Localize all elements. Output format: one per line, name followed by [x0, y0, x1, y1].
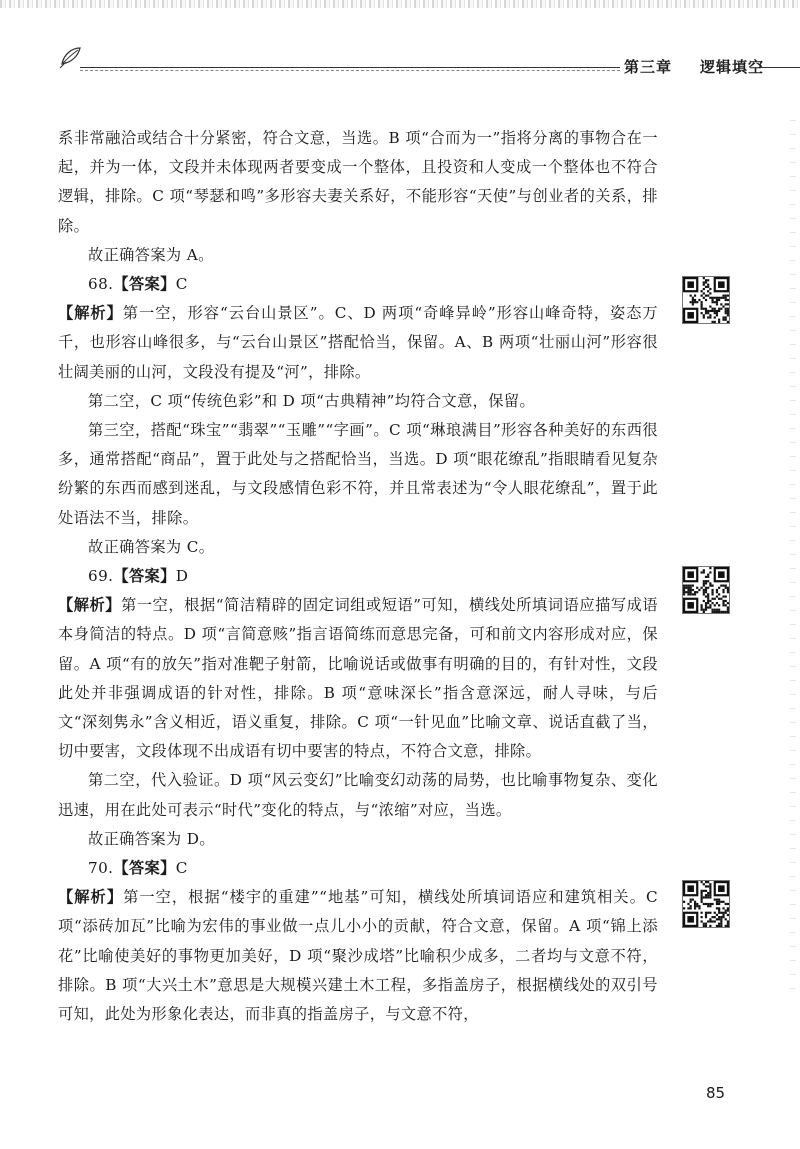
chapter-title: 逻辑填空 — [700, 58, 765, 76]
answer-label: 【答案】 — [113, 567, 176, 586]
analysis-paragraph: 第二空，代入验证。D 项“风云变幻”比喻变幻动荡的局势，也比喻事物复杂、变化迅速，用在此处可表示“时代”变化的特点，与“浓缩”对应，当选。 — [58, 771, 658, 819]
analysis-label: 【解析】 — [58, 304, 123, 323]
question-68-answer — [58, 270, 658, 299]
answer-statement: 故正确答案为 A。 — [88, 245, 214, 264]
answer-value: C — [175, 859, 188, 878]
analysis-paragraph: 第三空，搭配“珠宝”“翡翠”“玉雕”“字画”。C 项“琳琅满目”形容各种美好的东西很多，通常搭配“商品”，置于此处与之搭配恰当，当选。D 项“眼花缭乱”指眼睛看见复杂纷繁的东西而感到迷乱，与文段感情色彩不符，并且常表述为“令人眼花缭乱”，置于此处语法不当，排除。 — [58, 421, 658, 527]
answer-statement: 故正确答案为 C。 — [88, 537, 215, 556]
page-number: 85 — [706, 1084, 726, 1102]
scan-noise-right — [790, 120, 796, 1000]
header-rule-left — [80, 67, 620, 68]
question-69-answer — [58, 562, 658, 591]
page-body — [58, 124, 658, 1029]
answer-statement: 故正确答案为 D。 — [88, 829, 215, 848]
analysis-label: 【解析】 — [58, 596, 122, 615]
analysis-text: 第一空，根据“楼宇的重建”“地基”可知，横线处所填词语应和建筑相关。C 项“添砖加瓦”比喻为宏伟的事业做一点儿小小的贡献，符合文意，保留。A 项“锦上添花”比喻使美好的事物更加美好，D 项“聚沙成塔”比喻积少成多，二者均与文意不符，排除。B 项“大兴土木”意思是大规模兴建土木工程，多指盖房子，根据横线处的双引号可知，此处为形象化表达，而非真的指盖房子，与文意不符， — [58, 888, 658, 1024]
chapter-label: 第三章 — [624, 58, 673, 76]
answer-label: 【答案】 — [113, 275, 176, 294]
paragraph-continued: 系非常融洽或结合十分紧密，符合文意，当选。B 项“合而为一”指将分离的事物合在一起，并为一体，文段并未体现两者要变成一个整体，且投资和人变成一个整体也不符合逻辑，排除。C 项“琴瑟和鸣”多形容夫妻关系好，不能形容“天使”与创业者的关系，排除。 — [58, 129, 658, 235]
answer-value: D — [175, 567, 189, 586]
page-header — [52, 44, 800, 84]
analysis-text: 第一空，根据“简洁精辟的固定词组或短语”可知，横线处所填词语应描写成语本身简洁的特点。D 项“言简意赅”指言语简练而意思完备，可和前文内容形成对应，保留。A 项“有的放矢”指对准靶子射箭，比喻说话或做事有明确的目的，有针对性，文段此处并非强调成语的针对性，排除。B 项“意味深长”指含意深远，耐人寻味，与后文“深刻隽永”含义相近，语义重复，排除。C 项“一针见血”比喻文章、说话直截了当，切中要害，文段体现不出成语有切中要害的特点，不符合文意，排除。 — [58, 596, 659, 761]
qr-code-icon[interactable] — [682, 880, 730, 928]
analysis-text: 第一空，形容“云台山景区”。C、D 两项“奇峰异岭”形容山峰奇特，姿态万千，也形容山峰很多，与“云台山景区”搭配恰当，保留。A、B 两项“壮丽山河”形容很壮阔美丽的山河，文段没有提及“河”，排除。 — [58, 304, 658, 381]
analysis-paragraph: 第二空，C 项“传统色彩”和 D 项“古典精神”均符合文意，保留。 — [88, 391, 536, 410]
qr-code-icon[interactable] — [682, 276, 730, 324]
answer-value: C — [175, 275, 188, 294]
answer-label: 【答案】 — [113, 859, 176, 878]
qr-code-icon[interactable] — [682, 566, 730, 614]
question-69-analysis — [58, 591, 658, 766]
question-number: 68. — [88, 275, 114, 294]
scan-noise-top — [0, 0, 800, 8]
question-number: 70. — [88, 859, 114, 878]
header-rule-right — [760, 67, 800, 68]
question-70-answer — [58, 854, 658, 883]
header-rule-left-dotted — [80, 70, 620, 71]
question-68-analysis — [58, 299, 658, 387]
question-70-analysis — [58, 883, 658, 1029]
question-number: 69. — [88, 567, 114, 586]
analysis-label: 【解析】 — [58, 888, 124, 907]
